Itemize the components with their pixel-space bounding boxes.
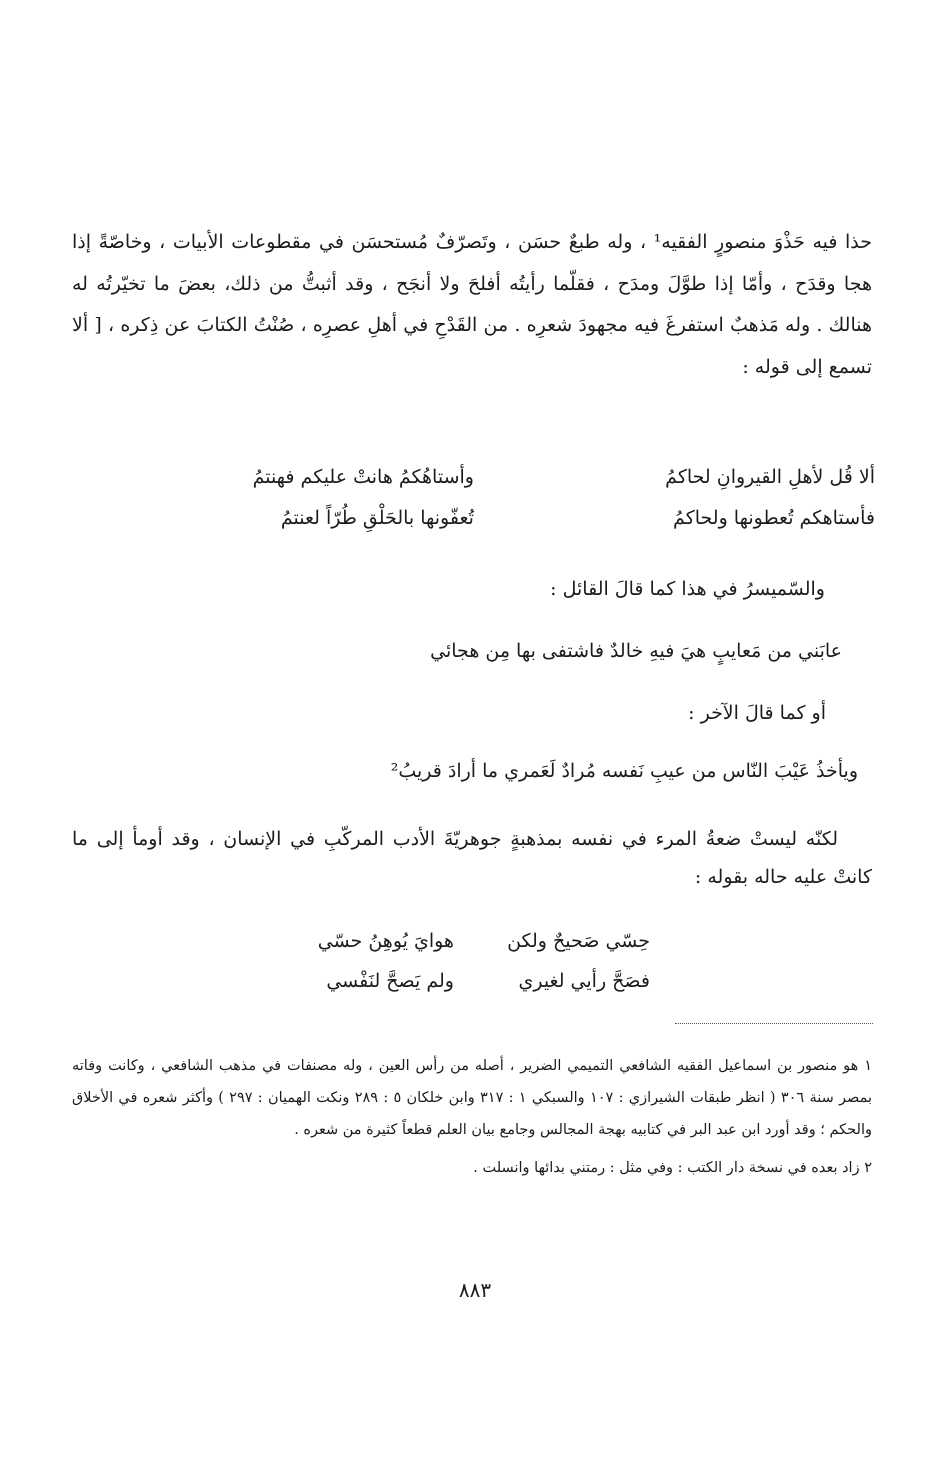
hemistich-left: تُعفّونها بالحَلْقِ طُرّاً لعنتمُ [280, 507, 474, 529]
verse-1-line-2 [75, 507, 875, 529]
hemistich-left: وأستاهُكمُ هانتْ عليكم فهنتمُ [252, 466, 474, 488]
verse-4-line-1 [318, 930, 650, 952]
body-paragraph-2 [72, 820, 872, 896]
footnote-divider [675, 1023, 873, 1024]
footnotes [72, 1050, 872, 1184]
paragraph-text: حذا فيه حَذْوَ منصورٍ الفقيه¹ ، وله طبعٌ حسَن ، وتَصرّفٌ مُستحسَن في مقطوعات الأبيات ، وخاصّةً إذا هجا وقدَح ، وأمّا إذا طوَّلَ ومدَح ، فقلّما رأيتُه أفلحَ ولا أنجَح ، وقد أثبتُّ من ذلك، بعضَ ما تخيّرتُه له هنالك . وله مَذهبٌ استفرغَ فيه مجهودَ شعرِه . من القَدْحِ في أهلِ عصرِه ، صُنْتُ الكتابَ عن ذِكره ، [ ألا تسمع إلى قوله : [72, 231, 873, 378]
hemistich-right: حِسّي صَحيحٌ ولكن [507, 930, 650, 952]
verse-2: عابَني من مَعايبٍ هيَ فيهِ خالدٌ فاشتفى بها مِن هجائي [430, 640, 842, 662]
hemistich-right: فصَحَّ رأيي لغيري [518, 970, 650, 992]
verse-4-line-2 [326, 970, 650, 992]
hemistich-right: ألا قُل لأهلِ القيروانِ لحاكمُ [665, 466, 875, 488]
footnote-2: ٢ زاد بعده في نسخة دار الكتب : وفي مثل : رمتني بدائها وانسلت . [473, 1160, 872, 1176]
hemistich-right: فأستاهكم تُعطونها ولحاكمُ [673, 507, 875, 529]
paragraph-text: لكنّه ليستْ ضعةُ المرء في نفسه بمذهبةٍ جوهريّةَ الأدب المركّبِ في الإنسان ، وقد أومأ إلى ما كانتْ عليه حاله بقوله : [72, 828, 872, 888]
verse-3: ويأخذُ عَيْبَ النّاس من عيبِ نَفسه مُرادٌ لَعَمري ما أرادَ قريبُ² [390, 760, 858, 782]
intro-line-2: والسّميسرُ في هذا كما قالَ القائل : [550, 578, 825, 600]
page-number: ٨٨٣ [458, 1278, 492, 1302]
body-paragraph-1 [72, 222, 872, 388]
hemistich-left: هوايَ يُوهِنُ حسّي [317, 930, 454, 952]
hemistich-left: ولم يَصحَّ لنَفْسي [326, 970, 454, 992]
verse-1-line-1 [75, 466, 875, 488]
intro-line-3: أو كما قالَ الآخر : [688, 702, 826, 724]
footnote-1: ١ هو منصور بن اسماعيل الفقيه الشافعي التميمي الضرير ، أصله من رأس العين ، وله مصنفات في مذهب الشافعي ، وكانت وفاته بمصر سنة ٣٠٦ ( انظر طبقات الشيرازي : ١٠٧ والسبكي ١ : ٣١٧ وابن خلكان ٥ : ٢٨٩ ونكت الهميان : ٢٩٧ ) وأكثر شعره في الأخلاق والحكم ؛ وقد أورد ابن عبد البر في كتابيه بهجة المجالس وجامع بيان العلم قطعاً كثيرة من شعره . [72, 1058, 873, 1138]
